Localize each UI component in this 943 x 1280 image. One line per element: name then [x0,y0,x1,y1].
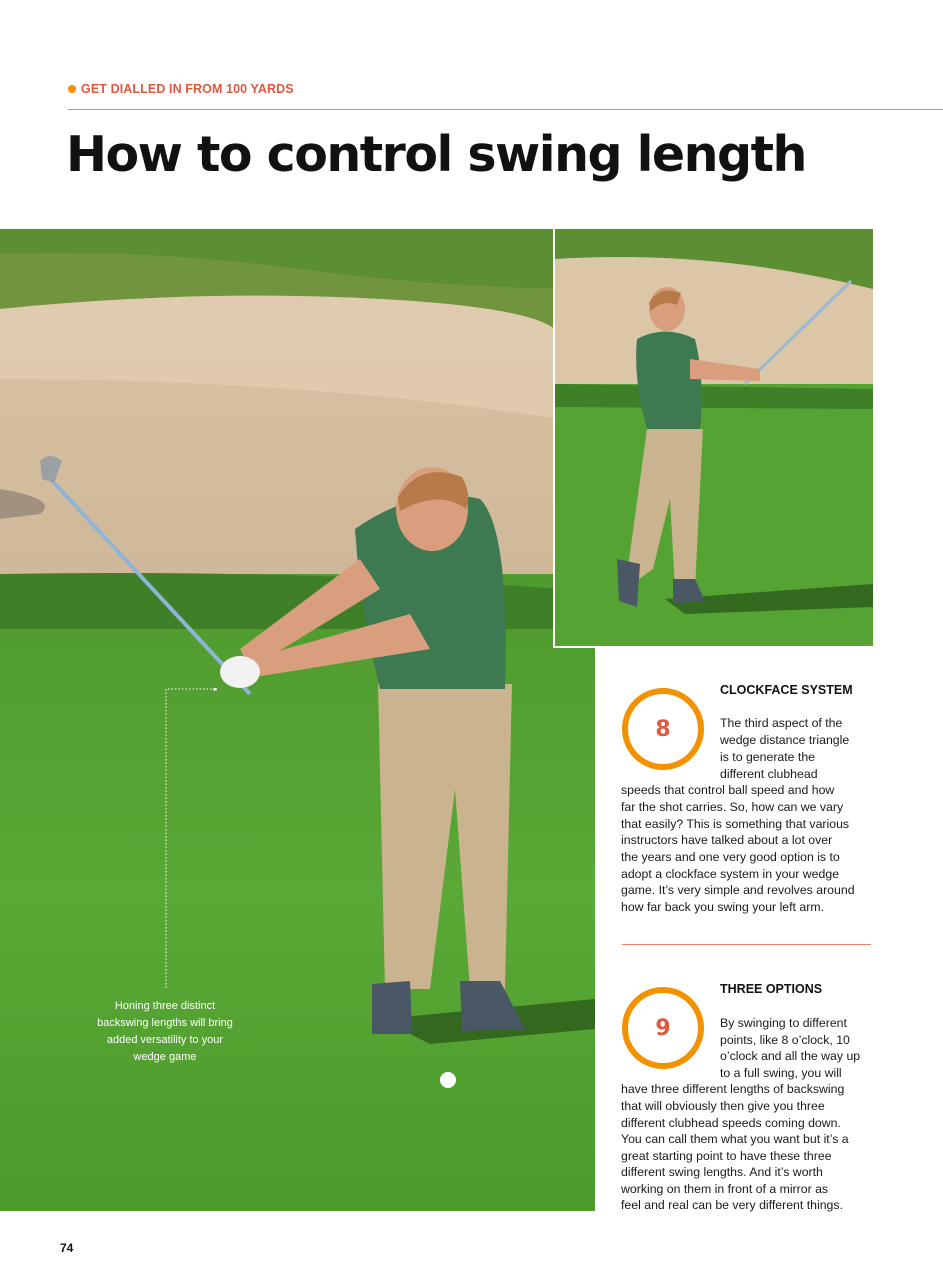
page-title: How to control swing length [66,126,806,183]
step-number-badge: 9 [622,987,704,1069]
body-line: instructors have talked about a lot over [621,833,833,847]
body-line: how far back you swing your left arm. [621,900,824,914]
section-kicker [68,82,294,96]
inset-photo [553,229,873,648]
body-line: that easily? This is something that various [621,817,850,831]
body-line: speeds that control ball speed and how [621,783,835,797]
page-number: 74 [60,1241,74,1255]
kicker-text: GET DIALLED IN FROM 100 YARDS [81,82,294,96]
body-line: far the shot carries. So, how can we vary [621,800,844,814]
body-line: working on them in front of a mirror as [621,1182,829,1196]
body-line: The third aspect of the [720,716,843,730]
body-line: great starting point to have these three [621,1149,832,1163]
body-line: different clubhead [720,767,818,781]
body-line: different swing lengths. And it’s worth [621,1165,823,1179]
body-line: wedge distance triangle [720,733,850,747]
photo-caption: Honing three distinct backswing lengths will bring added versatility to your wedge game [97,1000,233,1063]
step-number-badge: 8 [622,688,704,770]
body-line: feel and real can be very different things. [621,1198,843,1212]
body-line: adopt a clockface system in your wedge [621,867,840,881]
body-line: You can call them what you want but it’s a [621,1132,849,1146]
header-rule [68,109,943,110]
body-line: the years and one very good option is to [621,850,840,864]
body-line: is to generate the [720,750,816,764]
section-heading: CLOCKFACE SYSTEM [720,683,853,697]
caption-pointer-line [165,688,217,988]
section-heading: THREE OPTIONS [720,982,823,996]
body-line: points, like 8 o’clock, 10 [720,1033,850,1047]
body-line: game. It’s very simple and revolves around [621,883,855,897]
golfer-follow-through-photo [555,229,873,646]
body-line: o’clock and all the way up [720,1049,861,1063]
body-line: have three different lengths of backswing [621,1082,845,1096]
section-divider [622,944,871,945]
kicker-dot-icon [68,85,76,93]
body-line: that will obviously then give you three [621,1099,825,1113]
body-line: By swinging to different [720,1016,847,1030]
body-line: different clubhead speeds coming down. [621,1116,841,1130]
body-line: to a full swing, you will [720,1066,842,1080]
